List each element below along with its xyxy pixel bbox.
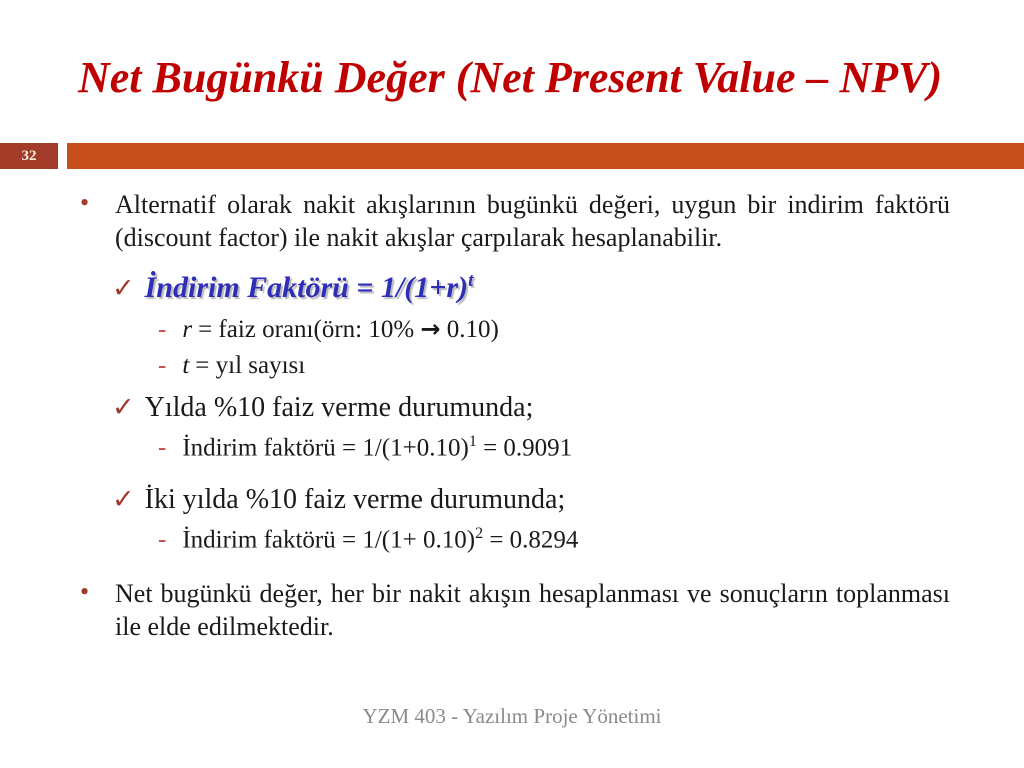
- dash-icon: -: [158, 352, 167, 379]
- right-arrow-icon: →: [420, 315, 441, 343]
- check-item-discount-factor: [112, 270, 473, 305]
- r-definition: = faiz oranı(örn: 10%: [198, 316, 421, 343]
- factor2-pre: İndirim faktörü = 1/(1+ 0.10): [182, 526, 476, 554]
- formula-text: [145, 271, 474, 304]
- factor1-result: = 0.9091: [476, 434, 573, 462]
- dash-item-factor-two-year: [158, 525, 578, 554]
- t-definition: = yıl sayısı: [195, 352, 306, 379]
- slide-title: Net Bugünkü Değer (Net Present Value – NPV): [78, 53, 943, 102]
- variable-r: r: [182, 316, 193, 343]
- bullet-text: Alternatif olarak nakit akışlarının bugünkü değeri, uygun bir indirim faktörü (discount factor) ile nakit akışlar çarpılarak hesaplanabilir.: [115, 190, 950, 252]
- check-item-one-year: [112, 392, 533, 424]
- dash-item-factor-one-year: [158, 433, 572, 462]
- header-accent-band: [67, 143, 1024, 169]
- variable-t: t: [182, 352, 190, 379]
- dash-item-t: [158, 352, 305, 380]
- factor2-exponent: 2: [475, 525, 484, 542]
- checkmark-icon: ✓: [112, 392, 135, 423]
- page-number: 32: [21, 147, 37, 164]
- one-year-text: Yılda %10 faiz verme durumunda;: [144, 392, 534, 423]
- bullet-dot-icon: •: [80, 577, 90, 606]
- bullet-item-npv-sum: [78, 577, 950, 643]
- dash-item-r: [158, 315, 499, 344]
- two-year-text: İki yılda %10 faiz verme durumunda;: [144, 484, 566, 515]
- dash-icon: -: [158, 526, 167, 554]
- bullet-dot-icon: •: [80, 188, 90, 217]
- checkmark-icon: ✓: [112, 484, 135, 515]
- bullet-text: Net bugünkü değer, her bir nakit akışın hesaplanması ve sonuçların toplanması ile elde edilmektedir.: [115, 579, 950, 641]
- check-item-two-year: [112, 484, 565, 516]
- dash-icon: -: [158, 316, 167, 343]
- r-example-value: 0.10): [440, 316, 499, 343]
- factor1-pre: İndirim faktörü = 1/(1+0.10): [182, 434, 469, 462]
- formula-exponent: t: [468, 270, 474, 291]
- footer-course-label: YZM 403 - Yazılım Proje Yönetimi: [362, 704, 662, 728]
- factor2-result: = 0.8294: [483, 526, 579, 554]
- factor1-exponent: 1: [468, 433, 477, 450]
- dash-icon: -: [158, 434, 167, 462]
- bullet-item-alternative: [78, 188, 950, 254]
- page-number-badge: [0, 143, 58, 169]
- checkmark-icon: ✓: [112, 273, 135, 304]
- formula-base: İndirim Faktörü = 1/(1+r): [144, 271, 469, 304]
